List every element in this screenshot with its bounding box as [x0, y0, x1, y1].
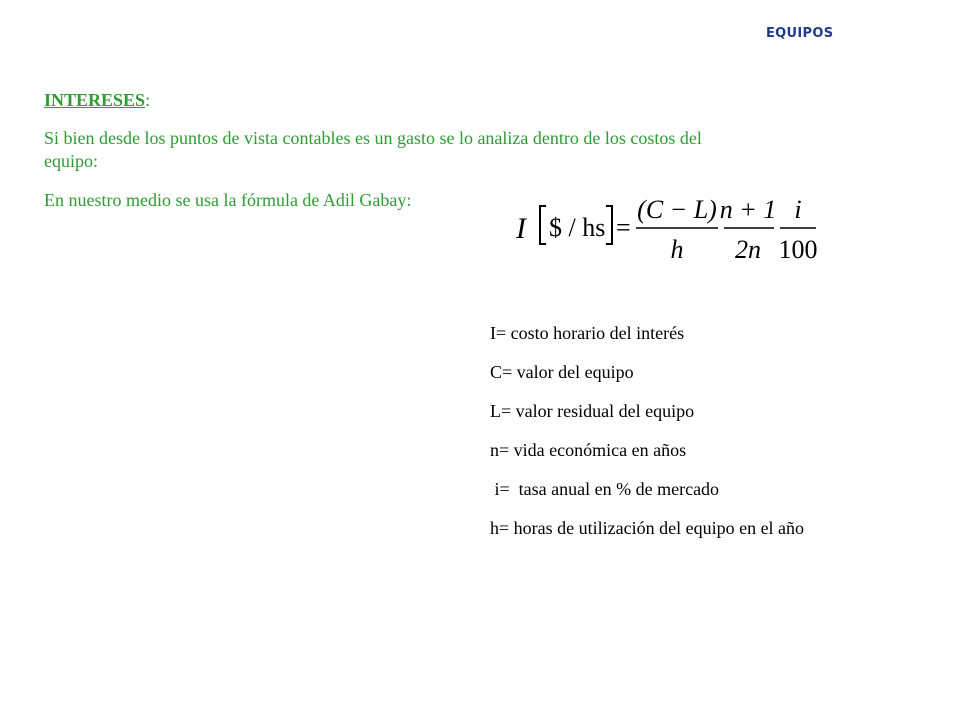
- fraction-1-denominator: h: [670, 235, 684, 264]
- formula-equals: =: [616, 213, 631, 242]
- formula-intro-paragraph: En nuestro medio se usa la fórmula de Adil Gabay:: [44, 190, 412, 210]
- definition-item: I= costo horario del interés: [490, 323, 685, 343]
- variable-definitions: [490, 322, 804, 556]
- section-heading: [44, 90, 150, 111]
- section-header: EQUIPOS: [766, 26, 834, 41]
- definition-item: i= tasa anual en % de mercado: [490, 479, 720, 499]
- definition-item: h= horas de utilización del equipo en el año: [490, 518, 805, 538]
- fraction-3-denominator: 100: [778, 235, 818, 264]
- definition-item: C= valor del equipo: [490, 362, 634, 382]
- heading-colon: :: [145, 90, 151, 110]
- interest-formula: [512, 192, 822, 268]
- definition-item: n= vida económica en años: [490, 440, 687, 460]
- fraction-2-numerator: n + 1: [719, 195, 777, 224]
- formula-bracket-left: [540, 206, 546, 244]
- fraction-1-numerator: (C − L): [637, 195, 717, 224]
- fraction-2-denominator: 2n: [735, 235, 761, 264]
- fraction-3-numerator: i: [794, 195, 802, 224]
- definition-item: L= valor residual del equipo: [490, 401, 695, 421]
- intro-paragraph: Si bien desde los puntos de vista contables es un gasto se lo analiza dentro de los costos del equipo:: [44, 128, 702, 171]
- heading-title: INTERESES: [44, 90, 146, 110]
- formula-lhs-unit: $ / hs: [549, 213, 606, 242]
- formula-lhs-var: I: [516, 212, 526, 245]
- formula-bracket-right: [606, 206, 612, 244]
